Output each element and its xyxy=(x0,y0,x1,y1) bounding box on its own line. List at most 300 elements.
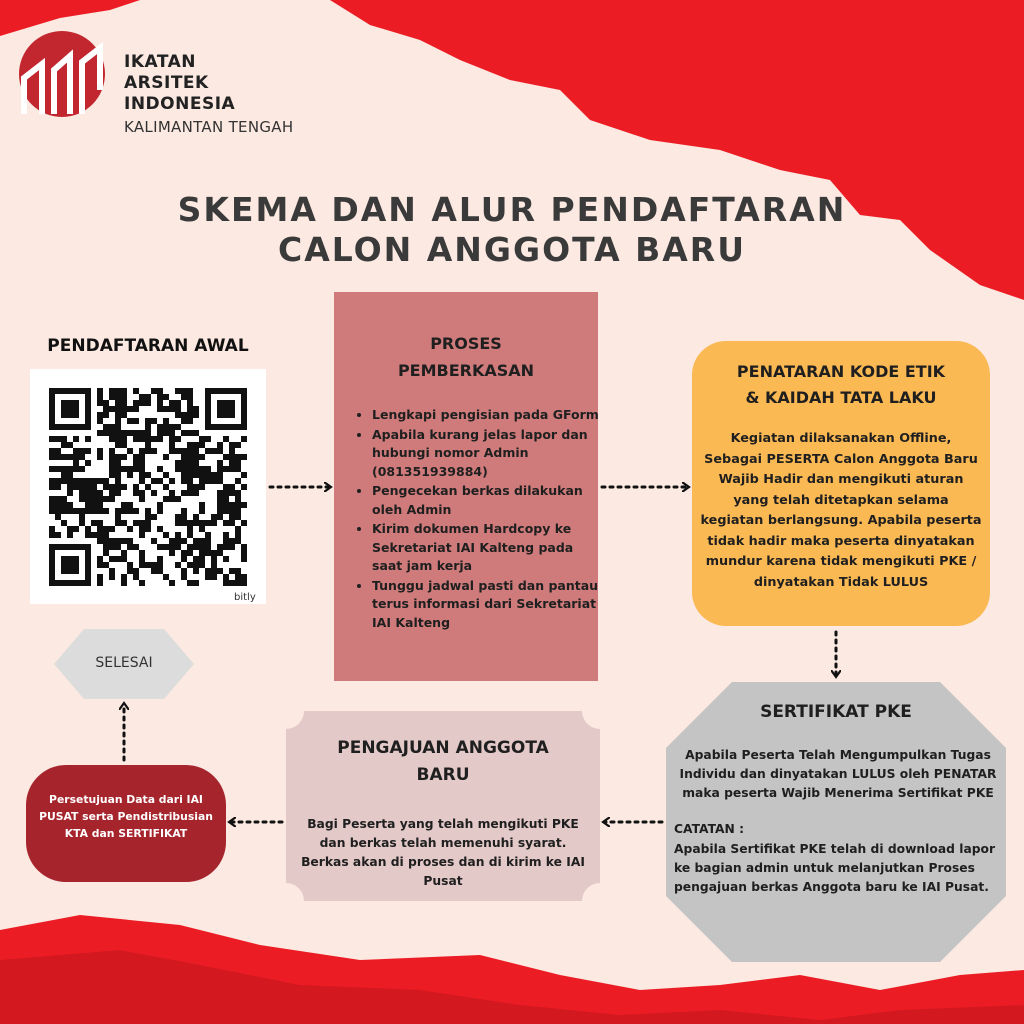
qr-module xyxy=(199,442,205,448)
qr-module xyxy=(229,538,235,544)
qr-module xyxy=(181,472,187,478)
qr-module xyxy=(97,574,103,580)
qr-module xyxy=(217,490,223,496)
qr-module xyxy=(91,478,97,484)
qr-module xyxy=(235,508,241,514)
qr-module xyxy=(133,520,139,526)
qr-module xyxy=(79,520,85,526)
qr-module xyxy=(181,550,187,556)
qr-module xyxy=(121,466,127,472)
proses-list xyxy=(356,406,604,633)
qr-module xyxy=(109,460,115,466)
qr-module xyxy=(205,478,211,484)
qr-module xyxy=(139,430,145,436)
qr-module xyxy=(49,454,55,460)
qr-module xyxy=(85,490,91,496)
selesai-label: SELESAI xyxy=(95,655,153,671)
qr-module xyxy=(169,550,175,556)
penataran-title xyxy=(692,359,990,411)
qr-module xyxy=(193,580,199,586)
qr-module xyxy=(55,484,61,490)
qr-module xyxy=(115,478,121,484)
qr-module xyxy=(211,556,217,562)
qr-module xyxy=(199,562,205,568)
qr-module xyxy=(175,388,181,394)
qr-module xyxy=(169,436,175,442)
qr-module xyxy=(97,538,103,544)
qr-module xyxy=(193,568,199,574)
qr-module xyxy=(115,490,121,496)
qr-module xyxy=(79,508,85,514)
qr-module xyxy=(109,394,115,400)
qr-module xyxy=(133,574,139,580)
qr-module xyxy=(217,478,223,484)
qr-module xyxy=(139,496,145,502)
qr-module xyxy=(193,454,199,460)
qr-module xyxy=(145,436,151,442)
qr-module xyxy=(103,478,109,484)
qr-module xyxy=(109,448,115,454)
qr-module xyxy=(115,406,121,412)
qr-module xyxy=(199,484,205,490)
qr-module xyxy=(79,490,85,496)
qr-module xyxy=(187,526,193,532)
qr-module xyxy=(163,406,169,412)
qr-module xyxy=(103,430,109,436)
qr-module xyxy=(85,448,91,454)
qr-module xyxy=(115,556,121,562)
qr-module xyxy=(79,478,85,484)
qr-module xyxy=(163,532,169,538)
qr-module xyxy=(199,478,205,484)
qr-module xyxy=(103,400,109,406)
list-item: • Kirim dokumen Hardcopy ke Sekretariat IAI Kalteng pada saat jam kerja xyxy=(372,520,604,576)
qr-module xyxy=(205,550,211,556)
qr-module xyxy=(109,424,115,430)
qr-module xyxy=(187,562,193,568)
qr-module xyxy=(85,502,91,508)
qr-module xyxy=(181,430,187,436)
qr-module xyxy=(241,484,247,490)
qr-module xyxy=(145,520,151,526)
qr-module xyxy=(241,556,247,562)
qr-module xyxy=(73,526,79,532)
qr-finder-part xyxy=(61,556,79,574)
qr-module xyxy=(235,514,241,520)
qr-module xyxy=(163,544,169,550)
qr-module xyxy=(193,406,199,412)
qr-module xyxy=(157,400,163,406)
qr-module xyxy=(91,484,97,490)
qr-module xyxy=(103,562,109,568)
qr-module xyxy=(79,448,85,454)
qr-module xyxy=(127,448,133,454)
qr-module xyxy=(109,436,115,442)
qr-module xyxy=(55,448,61,454)
qr-module xyxy=(199,550,205,556)
qr-module xyxy=(175,520,181,526)
qr-module xyxy=(121,454,127,460)
list-item: • Pengecekan berkas dilakukan oleh Admin xyxy=(372,482,604,519)
qr-code[interactable] xyxy=(30,369,266,604)
qr-module xyxy=(97,526,103,532)
qr-module xyxy=(115,430,121,436)
qr-module xyxy=(187,418,193,424)
qr-module xyxy=(163,418,169,424)
penataran-box xyxy=(692,341,990,626)
qr-module xyxy=(103,412,109,418)
qr-module xyxy=(91,508,97,514)
qr-module xyxy=(109,388,115,394)
qr-module xyxy=(97,502,103,508)
qr-module xyxy=(151,418,157,424)
qr-module xyxy=(109,568,115,574)
qr-module xyxy=(181,514,187,520)
qr-module xyxy=(55,436,61,442)
qr-module xyxy=(193,484,199,490)
qr-module xyxy=(97,418,103,424)
proses-title xyxy=(334,330,598,384)
qr-module xyxy=(55,532,61,538)
qr-module xyxy=(235,580,241,586)
qr-module xyxy=(205,520,211,526)
qr-module xyxy=(241,472,247,478)
qr-module xyxy=(187,472,193,478)
qr-module xyxy=(157,388,163,394)
qr-module xyxy=(193,460,199,466)
qr-module xyxy=(97,448,103,454)
qr-module xyxy=(223,580,229,586)
qr-module xyxy=(103,526,109,532)
qr-module xyxy=(55,466,61,472)
qr-module xyxy=(217,502,223,508)
qr-module xyxy=(157,424,163,430)
qr-module xyxy=(115,424,121,430)
qr-module xyxy=(211,568,217,574)
qr-finder-part xyxy=(61,400,79,418)
qr-module xyxy=(133,466,139,472)
qr-module xyxy=(205,448,211,454)
qr-module xyxy=(181,460,187,466)
qr-module xyxy=(241,454,247,460)
qr-module xyxy=(151,490,157,496)
qr-module xyxy=(97,532,103,538)
qr-module xyxy=(157,568,163,574)
qr-module xyxy=(115,520,121,526)
qr-module xyxy=(151,562,157,568)
qr-module xyxy=(133,484,139,490)
qr-module xyxy=(181,490,187,496)
qr-module xyxy=(85,526,91,532)
qr-module xyxy=(109,490,115,496)
qr-module xyxy=(229,484,235,490)
qr-module xyxy=(187,532,193,538)
qr-module xyxy=(175,460,181,466)
qr-module xyxy=(115,472,121,478)
qr-module xyxy=(187,460,193,466)
qr-module xyxy=(175,544,181,550)
qr-module xyxy=(163,574,169,580)
qr-module xyxy=(235,490,241,496)
qr-module xyxy=(127,568,133,574)
iai-logo xyxy=(10,30,114,118)
qr-module xyxy=(181,412,187,418)
qr-module xyxy=(217,550,223,556)
qr-module xyxy=(73,454,79,460)
qr-module xyxy=(235,568,241,574)
qr-module xyxy=(139,394,145,400)
qr-module xyxy=(181,556,187,562)
qr-module xyxy=(133,388,139,394)
qr-module xyxy=(223,556,229,562)
qr-module xyxy=(235,538,241,544)
qr-module xyxy=(91,532,97,538)
qr-module xyxy=(73,508,79,514)
qr-module xyxy=(211,514,217,520)
qr-module xyxy=(205,466,211,472)
qr-module xyxy=(175,412,181,418)
qr-module xyxy=(145,418,151,424)
qr-module xyxy=(133,508,139,514)
qr-module xyxy=(97,478,103,484)
qr-module xyxy=(175,424,181,430)
qr-module xyxy=(121,406,127,412)
qr-module xyxy=(187,448,193,454)
qr-module xyxy=(139,472,145,478)
sertifikat-body: Apabila Peserta Telah Mengumpulkan Tugas Individu dan dinyatakan LULUS oleh PENATAR maka peserta Wajib Menerima Sertifikat PKE xyxy=(679,748,997,800)
title-line2: CALON ANGGOTA BARU xyxy=(277,230,747,269)
penataran-body: Kegiatan dilaksanakan Offline, Sebagai PESERTA Calon Anggota Baru Wajib Hadir dan mengikuti aturan yang telah ditetapkan selama kegiatan berlangsung. Apabila peserta tidak hadir maka peserta dinyatakan mundur karena tidak mengikuti PKE / dinyatakan Tidak LULUS xyxy=(700,431,982,590)
qr-module xyxy=(223,490,229,496)
qr-module xyxy=(67,466,73,472)
qr-module xyxy=(121,580,127,586)
qr-module xyxy=(217,472,223,478)
qr-module xyxy=(181,448,187,454)
qr-module xyxy=(139,562,145,568)
qr-module xyxy=(181,418,187,424)
qr-module xyxy=(169,424,175,430)
qr-module xyxy=(217,466,223,472)
qr-module xyxy=(157,502,163,508)
qr-module xyxy=(205,568,211,574)
qr-module xyxy=(169,490,175,496)
qr-module xyxy=(241,502,247,508)
qr-module xyxy=(139,580,145,586)
qr-module xyxy=(133,490,139,496)
qr-module xyxy=(187,388,193,394)
qr-module xyxy=(157,556,163,562)
qr-module xyxy=(103,550,109,556)
qr-module xyxy=(199,520,205,526)
qr-module xyxy=(97,454,103,460)
qr-module xyxy=(199,466,205,472)
qr-module xyxy=(55,508,61,514)
qr-module xyxy=(223,520,229,526)
qr-module xyxy=(121,400,127,406)
qr-module xyxy=(187,406,193,412)
qr-module xyxy=(175,562,181,568)
qr-module xyxy=(61,466,67,472)
qr-module xyxy=(169,442,175,448)
qr-module xyxy=(127,430,133,436)
qr-module xyxy=(181,394,187,400)
qr-module xyxy=(241,544,247,550)
qr-module xyxy=(199,454,205,460)
qr-module xyxy=(67,502,73,508)
qr-module xyxy=(103,532,109,538)
qr-module xyxy=(109,466,115,472)
qr-module xyxy=(157,436,163,442)
qr-module xyxy=(49,436,55,442)
qr-module xyxy=(61,508,67,514)
penataran-title-line1: PENATARAN KODE ETIK xyxy=(736,362,946,381)
qr-module xyxy=(169,400,175,406)
qr-module xyxy=(199,472,205,478)
qr-module xyxy=(193,544,199,550)
qr-module xyxy=(223,508,229,514)
qr-module xyxy=(169,406,175,412)
qr-module xyxy=(121,574,127,580)
qr-module xyxy=(61,520,67,526)
qr-module xyxy=(55,514,61,520)
qr-module xyxy=(127,502,133,508)
qr-module xyxy=(187,478,193,484)
qr-module xyxy=(205,538,211,544)
qr-module xyxy=(235,502,241,508)
pengajuan-title-line1: PENGAJUAN ANGGOTA xyxy=(337,738,549,758)
qr-module xyxy=(97,400,103,406)
qr-module xyxy=(229,580,235,586)
qr-module xyxy=(139,466,145,472)
qr-module xyxy=(241,436,247,442)
qr-module xyxy=(49,484,55,490)
qr-module xyxy=(151,436,157,442)
qr-module xyxy=(157,544,163,550)
pengajuan-body: Bagi Peserta yang telah mengikuti PKE dan berkas telah memenuhi syarat. Berkas akan di proses dan di kirim ke IAI Pusat xyxy=(301,817,585,888)
qr-module xyxy=(133,406,139,412)
qr-module xyxy=(229,514,235,520)
qr-module xyxy=(229,568,235,574)
qr-module xyxy=(127,472,133,478)
qr-module xyxy=(193,472,199,478)
qr-module xyxy=(169,448,175,454)
qr-module xyxy=(163,496,169,502)
qr-module xyxy=(175,400,181,406)
qr-module xyxy=(67,490,73,496)
qr-module xyxy=(121,388,127,394)
qr-module xyxy=(199,556,205,562)
qr-module xyxy=(199,538,205,544)
qr-module xyxy=(217,508,223,514)
title-line1: SKEMA DAN ALUR PENDAFTARAN xyxy=(177,190,847,229)
qr-module xyxy=(193,412,199,418)
qr-module xyxy=(109,526,115,532)
qr-module xyxy=(193,448,199,454)
qr-module xyxy=(55,454,61,460)
qr-module xyxy=(193,466,199,472)
qr-module xyxy=(145,424,151,430)
qr-module xyxy=(103,406,109,412)
qr-module xyxy=(175,532,181,538)
qr-module xyxy=(217,496,223,502)
qr-module xyxy=(79,466,85,472)
qr-module xyxy=(217,448,223,454)
qr-module xyxy=(229,448,235,454)
qr-module xyxy=(187,544,193,550)
qr-module xyxy=(157,526,163,532)
qr-module xyxy=(121,520,127,526)
qr-module xyxy=(85,484,91,490)
penataran-title-line2: & KAIDAH TATA LAKU xyxy=(745,388,937,407)
qr-module xyxy=(151,448,157,454)
qr-module xyxy=(121,436,127,442)
qr-module xyxy=(157,406,163,412)
qr-module xyxy=(223,502,229,508)
qr-module xyxy=(187,580,193,586)
qr-module xyxy=(193,520,199,526)
qr-module xyxy=(235,454,241,460)
qr-module xyxy=(133,430,139,436)
qr-module xyxy=(157,466,163,472)
qr-module xyxy=(157,430,163,436)
qr-module xyxy=(235,478,241,484)
persetujuan-body: Persetujuan Data dari IAI PUSAT serta Pendistribusian KTA dan SERTIFIKAT xyxy=(39,793,213,840)
qr-module xyxy=(139,478,145,484)
qr-module xyxy=(115,388,121,394)
qr-module xyxy=(199,436,205,442)
qr-module xyxy=(157,508,163,514)
qr-module xyxy=(121,412,127,418)
qr-module xyxy=(49,526,55,532)
qr-module xyxy=(61,442,67,448)
qr-module xyxy=(181,478,187,484)
qr-module xyxy=(223,466,229,472)
qr-module xyxy=(139,460,145,466)
qr-module xyxy=(145,442,151,448)
qr-module xyxy=(235,466,241,472)
qr-module xyxy=(109,472,115,478)
qr-module xyxy=(235,496,241,502)
qr-module xyxy=(115,484,121,490)
qr-module xyxy=(127,562,133,568)
qr-module xyxy=(109,574,115,580)
qr-module xyxy=(91,496,97,502)
qr-module xyxy=(103,544,109,550)
qr-module xyxy=(223,484,229,490)
qr-module xyxy=(193,430,199,436)
qr-module xyxy=(127,406,133,412)
qr-module xyxy=(217,442,223,448)
qr-module xyxy=(121,508,127,514)
qr-module xyxy=(169,496,175,502)
qr-module xyxy=(139,400,145,406)
qr-module xyxy=(127,466,133,472)
qr-module xyxy=(181,520,187,526)
qr-module xyxy=(103,484,109,490)
qr-module xyxy=(193,490,199,496)
qr-module xyxy=(145,448,151,454)
qr-module xyxy=(157,562,163,568)
logo-subtitle: KALIMANTAN TENGAH xyxy=(124,118,294,136)
qr-module xyxy=(175,514,181,520)
qr-module xyxy=(67,472,73,478)
qr-module xyxy=(127,526,133,532)
page-title xyxy=(140,190,884,270)
qr-module xyxy=(187,430,193,436)
qr-module xyxy=(181,508,187,514)
qr-module xyxy=(157,394,163,400)
qr-module xyxy=(235,526,241,532)
